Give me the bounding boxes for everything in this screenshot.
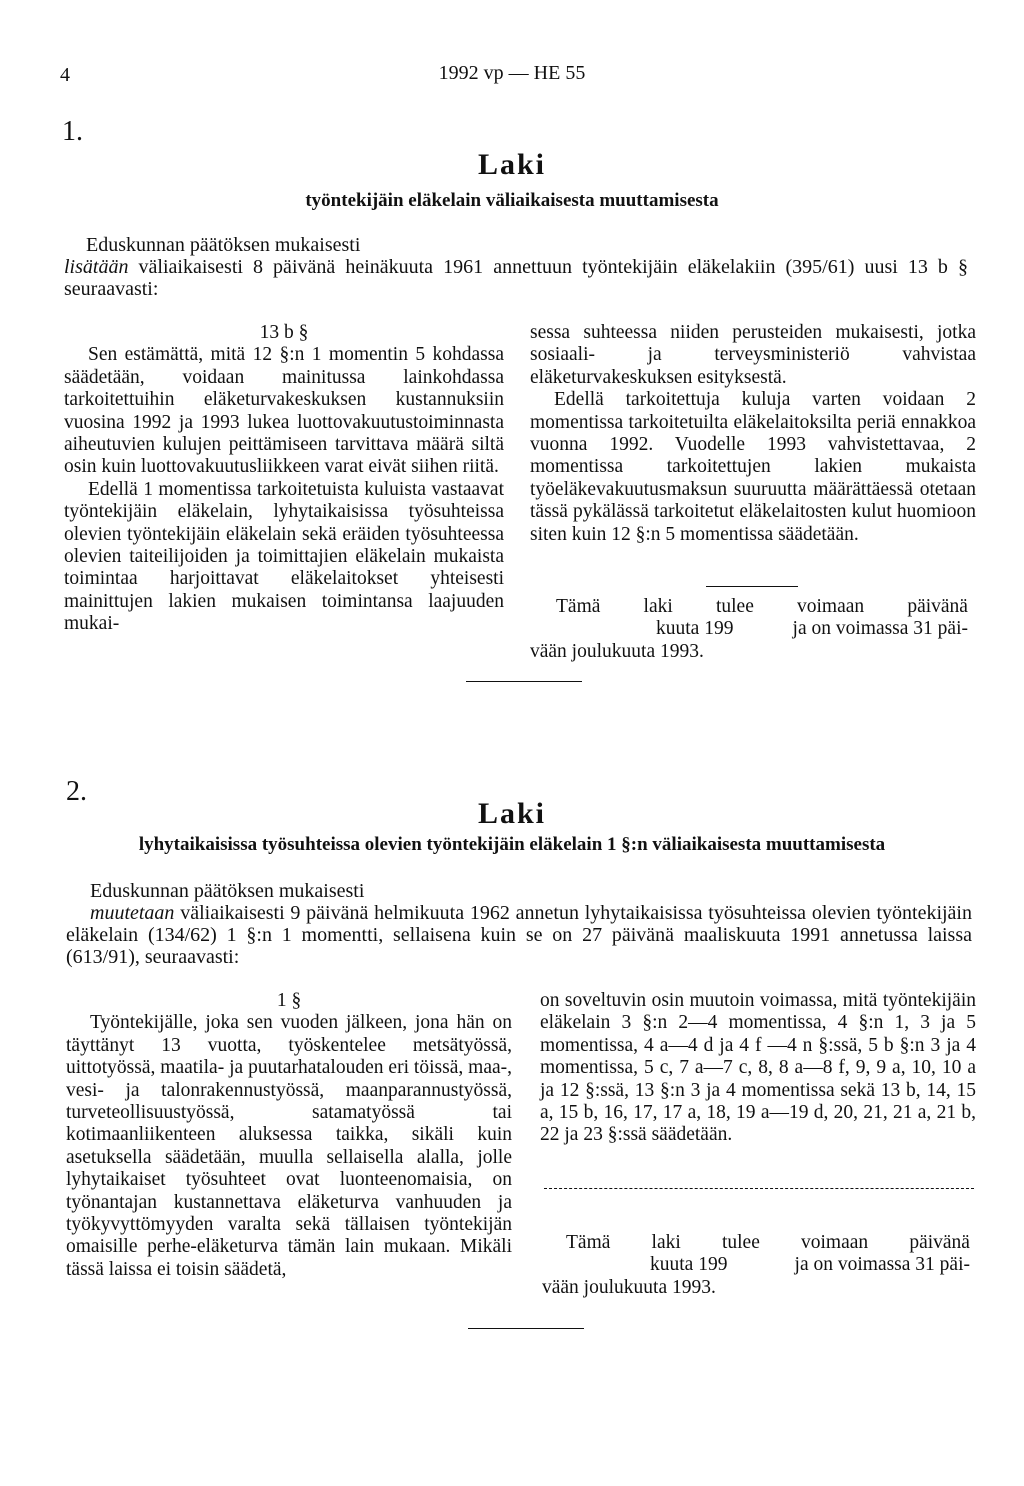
law-number: 2. [66,776,87,807]
law-number: 1. [62,116,83,147]
effect-word: päivänä [909,1232,970,1253]
divider [706,586,798,587]
end-rule [466,681,582,682]
paragraph: on soveltuvin osin muutoin voimassa, mitä työntekijäin eläkelain 3 §:n 2—4 momentissa, 4 §:n 1, 3 ja 5 momentissa, 4 a—4 d ja 4 f —4 n §:ssä, 5 b §:n 3 ja 4 momentissa, 5 c, 7 a—7 c, 8, 8 a—8 f, 9, 9 a, 10, 10 a ja 12 §:ssä, 13 §:n 3 ja 4 momentissa sekä 13 b, 14, 15 a, 15 b, 16, 17, 17 a, 18, 19 a—19 d, 20, 21, 21 a, 21 b, 22 ja 23 §:ssä säädetään. [540,990,976,1146]
running-head: 1992 vp — HE 55 [438,62,586,84]
law-intro [66,880,972,968]
effect-word: ja on voimassa 31 päi- [792,618,968,640]
effect-word: kuuta 199 [650,1254,728,1276]
law-title: Laki [477,797,547,830]
intro-text: väliaikaisesti 9 päivänä helmikuuta 1962 annetun lyhytaikaisissa työsuhteissa olevien työntekijäin eläkelain (134/62) 1 §:n 1 momentti, sellaisena kuin se on 27 päivänä maaliskuuta 1991 annetussa laissa (613/91), seuraavasti: [66,902,972,968]
page-number: 4 [60,64,70,86]
section-heading: 1 § [276,990,302,1011]
intro-verb: muutetaan [90,902,175,924]
effect-word: Tämä [566,1232,611,1253]
paragraph: sessa suhteessa niiden perusteiden mukaisesti, jotka sosiaali- ja terveysministeriö vahvistaa eläketurvakeskuksen esityksestä. [530,322,976,388]
effect-line: vään joulukuuta 1993. [530,640,704,662]
end-rule [468,1328,584,1329]
law-subtitle: työntekijäin eläkelain väliaikaisesta muuttamisesta [305,190,719,211]
left-column [66,990,512,1281]
right-column [540,990,976,1147]
entry-into-force [530,596,968,663]
effect-word: laki [643,596,673,617]
effect-line: vään joulukuuta 1993. [542,1276,716,1298]
law-title: Laki [477,148,547,181]
effect-word: tulee [715,596,754,617]
law-subtitle: lyhytaikaisissa työsuhteissa olevien työntekijäin eläkelain 1 §:n väliaikaisesta muuttamisesta [138,834,886,855]
intro-text: väliaikaisesti 8 päivänä heinäkuuta 1961 annettuun työntekijäin eläkelakiin (395/61) uusi 13 b § seuraavasti: [64,256,968,300]
right-column [530,322,976,546]
effect-word: Tämä [556,596,601,617]
paragraph: Työntekijälle, joka sen vuoden jälkeen, jona hän on täyttänyt 13 vuotta, työskentelee metsätyössä, uittotyössä, maatila- ja puutarhatalouden eri töissä, maa-, vesi- ja talonrakennustyössä, maanparannustyössä, turveteollisuustyössä, satamatyössä tai kotimaanliikenteen aluksessa taikka, sikäli kuin asetuksella säädetään, muulla sellaisella alalla, jolle lyhytaikaiset työsuhteet ovat luonteenomaisia, on työnantajan kustannettava eläketurva vanhuuden ja työkyvyttömyyden varalta sekä tällaisen työntekijän omaisille perhe-eläketurva tämän lain mukaan. Mikäli tässä laissa ei toisin säädetä, [66,1012,512,1280]
intro-line: Eduskunnan päätöksen mukaisesti [86,234,361,256]
intro-line: Eduskunnan päätöksen mukaisesti [90,880,365,902]
effect-word: laki [651,1232,681,1253]
section-heading: 13 b § [259,322,309,343]
effect-word: voimaan [797,596,865,617]
effect-word: voimaan [801,1232,869,1253]
effect-word: päivänä [907,596,968,617]
paragraph: Edellä tarkoitettuja kuluja varten voidaan 2 momentissa tarkoitetuilta eläkelaitoksilta periä ennakkoa vuonna 1992. Vuodelle 1993 vahvistettavaa, 2 momentissa tarkoitettujen lakien mukaista työeläkevakuutusmaksun suuruutta määrättäessä otetaan tässä pykälässä tarkoitetut eläkelaitosten kulut huomioon siten kuin 12 §:n 5 momentissa säädetään. [530,389,976,545]
left-column [64,322,504,636]
dashed-divider [544,1188,974,1189]
effect-word: tulee [721,1232,760,1253]
intro-verb: lisätään [64,256,129,278]
effect-word: ja on voimassa 31 päi- [794,1254,970,1276]
effect-word: kuuta 199 [656,618,734,640]
law-intro [64,234,968,300]
paragraph: Sen estämättä, mitä 12 §:n 1 momentin 5 kohdassa säädetään, voidaan mainitussa lainkohdassa tarkoitettuihin eläketurvakeskuksen kustannuksiin vuosina 1992 ja 1993 lukea luottovakuutustoiminnasta aiheutuvien kulujen peittämiseen tarvittava määrä siltä osin kuin luottovakuutusliikkeen varat eivät siihen riitä. [64,344,504,478]
entry-into-force [542,1232,970,1299]
paragraph: Edellä 1 momentissa tarkoitetuista kuluista vastaavat työntekijäin eläkelain, lyhytaikaisissa työsuhteissa olevien työntekijäin eläkelain sekä eräiden työsuhteessa olevien taiteilijoiden ja toimittajien eläkelain mukaista toimintaa harjoittavat eläkelaitokset yhteisesti mainittujen lakien mukaisen toimintansa laajuuden mukai- [64,478,504,635]
